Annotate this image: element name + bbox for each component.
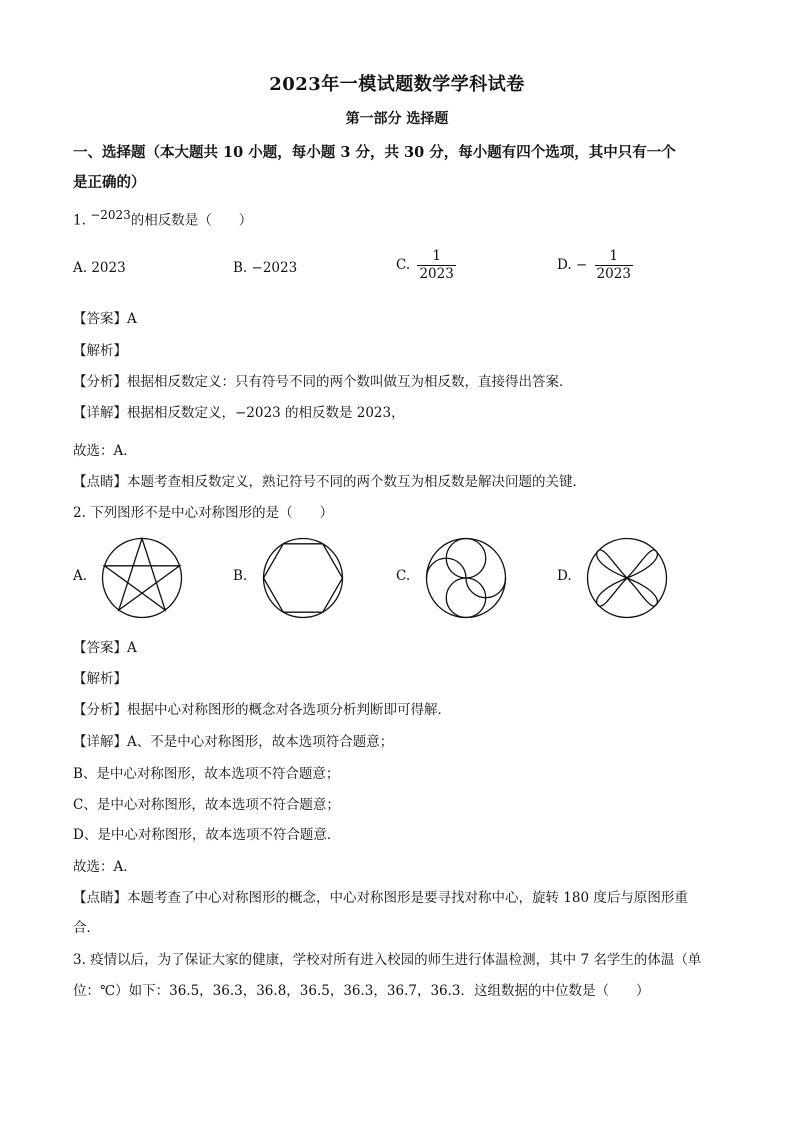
q1-option-a [73,260,126,276]
q1-option-b-value: −2023 [251,260,298,276]
q1-option-d-sign: − [575,256,588,273]
q2-analysis-tag: 【解析】 [73,671,127,687]
q2-dianjing [73,886,688,906]
q1-fenxi-tag: 【分析】 [73,374,127,390]
q3-number: 3. [73,952,86,968]
q2-option-b-label: B. [233,568,248,584]
q1-option-d-denominator: 2023 [596,265,631,282]
q1-analysis-tag: 【解析】 [73,343,127,359]
q1-xiangjie-tag: 【详解】 [73,405,127,421]
q3-stem-line2: 位：℃）如下：36.5，36.3，36.8，36.5，36.3，36.7，36.3．这组数据的中位数是（ ） [73,983,650,999]
q1-answer-value: A [127,311,137,327]
q3-stem-line1 [73,948,701,968]
q1-option-b-label: B. [233,260,248,276]
q1-option-c-denominator: 2023 [419,265,454,282]
q1-option-c [396,249,459,282]
q2-xiangjie [73,730,393,750]
q1-option-b [233,260,297,276]
q2-xiangjie-text: A、不是中心对称图形，故本选项符合题意； [127,734,394,750]
four-petal-in-circle-figure [585,536,669,620]
q2-fenxi-text: 根据中心对称图形的概念对各选项分析判断即可得解． [127,702,451,718]
q2-line-d: D、是中心对称图形，故本选项不符合题意． [73,827,341,843]
page-title: 2023年一模试题数学学科试卷 [269,74,525,95]
q2-xiangjie-tag: 【详解】 [73,734,127,750]
q2-dianjing-cont: 合． [73,920,100,936]
q3-stem-line1-text: 疫情以后，为了保证大家的健康，学校对所有进入校园的师生进行体温检测，其中 7 名学生的体温（单 [90,952,702,968]
q1-stem-text: 的相反数是（ ） [130,212,253,229]
q1-option-d-numerator: 1 [609,248,619,264]
q1-option-d [557,249,636,282]
q2-stem-text: 下列图形不是中心对称图形的是（ ） [90,505,334,521]
q2-stem [73,501,333,521]
q1-xiangjie-text: 根据相反数定义，−2023 的相反数是 2023， [127,405,405,421]
hexagon-in-circle-figure [261,536,345,620]
q2-dianjing-tag: 【点睛】 [73,890,127,906]
q2-line-b: B、是中心对称图形，故本选项不符合题意； [73,766,340,782]
q1-option-d-label: D. [557,256,572,273]
q1-xiangjie [73,401,405,421]
q2-number: 2. [73,505,86,521]
q1-dianjing-text: 本题考查相反数定义，熟记符号不同的两个数互为相反数是解决问题的关键． [127,474,586,490]
q2-choose: 故选：A． [73,859,137,875]
section-header-line2: 是正确的） [73,174,146,191]
q2-fenxi-tag: 【分析】 [73,702,127,718]
q1-option-c-fraction [417,249,455,282]
q2-option-a-label: A. [73,568,88,584]
q2-answer-tag: 【答案】 [73,640,127,656]
q2-option-c-label: C. [396,568,411,584]
q1-number: 1. [73,212,86,229]
q1-choose: 故选：A． [73,443,137,459]
q1-stem-expr: −2023 [90,208,131,222]
q1-option-a-value: 2023 [91,260,126,276]
q1-dianjing [73,470,586,490]
q2-fenxi [73,698,451,718]
q1-option-c-numerator: 1 [432,248,441,264]
q1-answer [73,307,137,327]
q2-answer-value: A [127,640,137,656]
q1-answer-tag: 【答案】 [73,311,127,327]
q1-dianjing-tag: 【点睛】 [73,474,127,490]
q1-option-c-label: C. [396,256,411,273]
q1-option-a-label: A. [73,260,88,276]
swirl-in-circle-figure [424,536,508,620]
q1-fenxi [73,370,573,390]
q1-stem [73,208,252,229]
q1-option-d-fraction [595,249,633,282]
q1-fenxi-text: 根据相反数定义：只有符号不同的两个数叫做互为相反数，直接得出答案． [127,374,573,390]
q2-dianjing-text: 本题考查了中心对称图形的概念，中心对称图形是要寻找对称中心，旋转 180 度后与原图形重 [127,890,688,906]
q2-line-c: C、是中心对称图形，故本选项不符合题意； [73,797,340,813]
q2-answer [73,636,137,656]
section-header-line1: 一、选择题（本大题共 10 小题，每小题 3 分，共 30 分，每小题有四个选项，其中只有一个 [73,144,676,161]
part-title: 第一部分 选择题 [345,111,449,127]
pentagram-in-circle-figure [100,536,184,620]
q2-option-d-label: D. [557,568,572,584]
